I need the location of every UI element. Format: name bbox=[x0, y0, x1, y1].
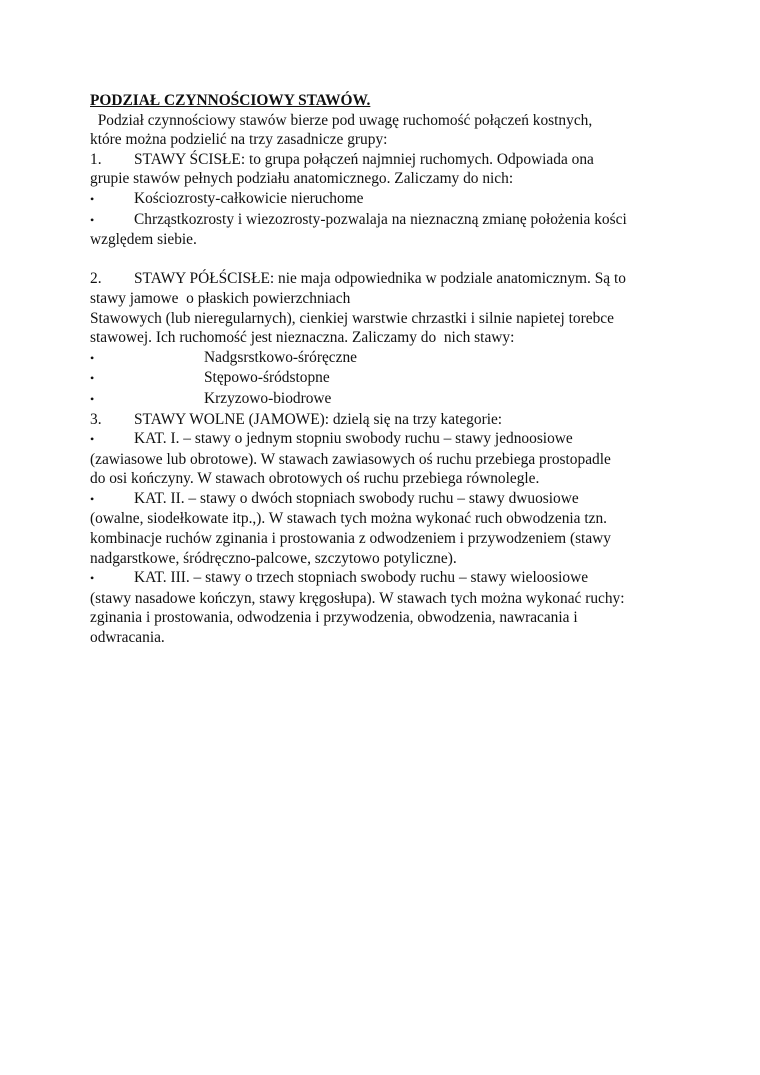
list-item-text: Stępowo-śródstopne bbox=[204, 369, 330, 387]
list-item-text: nadgarstkowe, śródręczno-palcowe, szczytowo potyliczne). bbox=[90, 549, 457, 567]
list-item-text: (stawy nasadowe kończyn, stawy kręgosłupa). W stawach tych można wykonać ruchy: bbox=[90, 589, 625, 607]
list-item-text: Kościozrosty-całkowicie nieruchome bbox=[134, 189, 364, 207]
intro-line: Podział czynnościowy stawów bierze pod uwagę ruchomość połączeń kostnych, bbox=[90, 111, 593, 129]
list-item-text: kombinacje ruchów zginania i prostowania z odwodzeniem i przywodzeniem (stawy bbox=[90, 530, 611, 548]
section-3-heading bbox=[90, 410, 690, 430]
bullet-icon: • bbox=[90, 571, 95, 586]
list-item-text: do osi kończyny. W stawach obrotowych oś ruchu przebiega równolegle. bbox=[90, 470, 540, 488]
section-text: stawy jamowe o płaskich powierzchniach bbox=[90, 289, 351, 307]
section-2-heading bbox=[90, 269, 690, 289]
list-item bbox=[90, 429, 690, 450]
list-item bbox=[90, 348, 690, 369]
section-text: stawowej. Ich ruchomość jest nieznaczna. Zaliczamy do nich stawy: bbox=[90, 329, 515, 347]
list-item bbox=[90, 368, 690, 389]
bullet-icon: • bbox=[90, 212, 95, 227]
list-item-text: odwracania. bbox=[90, 629, 165, 647]
list-item bbox=[90, 489, 690, 510]
section-1-heading bbox=[90, 150, 690, 170]
list-item-text: Krzyzowo-biodrowe bbox=[204, 389, 332, 407]
list-item bbox=[90, 389, 690, 410]
section-text: STAWY ŚCISŁE: to grupa połączeń najmniej ruchomych. Odpowiada ona bbox=[134, 150, 594, 168]
list-item-text: Nadgsrstkowo-śróręczne bbox=[204, 348, 357, 366]
list-item-text: (owalne, siodełkowate itp.,). W stawach tych można wykonać ruch obwodzenia tzn. bbox=[90, 510, 607, 528]
bullet-icon: • bbox=[90, 491, 95, 506]
spacer bbox=[90, 250, 690, 270]
section-number: 1. bbox=[90, 150, 102, 168]
list-item bbox=[90, 568, 690, 589]
list-item-text: względem siebie. bbox=[90, 231, 197, 249]
list-item-text: KAT. III. – stawy o trzech stopniach swobody ruchu – stawy wieloosiowe bbox=[134, 569, 589, 587]
section-number: 3. bbox=[90, 410, 102, 428]
section-text: Stawowych (lub nieregularnych), cienkiej warstwie chrzastki i silnie napietej torebce bbox=[90, 309, 614, 327]
section-number: 2. bbox=[90, 270, 102, 288]
bullet-icon: • bbox=[90, 391, 95, 406]
section-text: grupie stawów pełnych podziału anatomicznego. Zaliczamy do nich: bbox=[90, 170, 514, 188]
list-item bbox=[90, 210, 690, 231]
list-item-text: KAT. I. – stawy o jednym stopniu swobody ruchu – stawy jednoosiowe bbox=[134, 430, 573, 448]
document-body bbox=[90, 91, 690, 648]
bullet-icon: • bbox=[90, 371, 95, 386]
list-item bbox=[90, 189, 690, 210]
list-item-text: Chrząstkozrosty i wiezozrosty-pozwalaja na nieznaczną zmianę położenia kości bbox=[134, 210, 627, 228]
intro-line: które można podzielić na trzy zasadnicze grupy: bbox=[90, 131, 388, 149]
document-title: PODZIAŁ CZYNNOŚCIOWY STAWÓW. bbox=[90, 92, 371, 109]
bullet-icon: • bbox=[90, 432, 95, 447]
section-text: STAWY WOLNE (JAMOWE): dzielą się na trzy kategorie: bbox=[134, 410, 503, 428]
bullet-icon: • bbox=[90, 191, 95, 206]
section-text: STAWY PÓŁŚCISŁE: nie maja odpowiednika w podziale anatomicznym. Są to bbox=[134, 270, 626, 288]
list-item-text: KAT. II. – stawy o dwóch stopniach swobody ruchu – stawy dwuosiowe bbox=[134, 489, 579, 507]
list-item-text: (zawiasowe lub obrotowe). W stawach zawiasowych oś ruchu przebiega prostopadle bbox=[90, 450, 611, 468]
list-item-text: zginania i prostowania, odwodzenia i przywodzenia, obwodzenia, nawracania i bbox=[90, 609, 578, 627]
bullet-icon: • bbox=[90, 350, 95, 365]
